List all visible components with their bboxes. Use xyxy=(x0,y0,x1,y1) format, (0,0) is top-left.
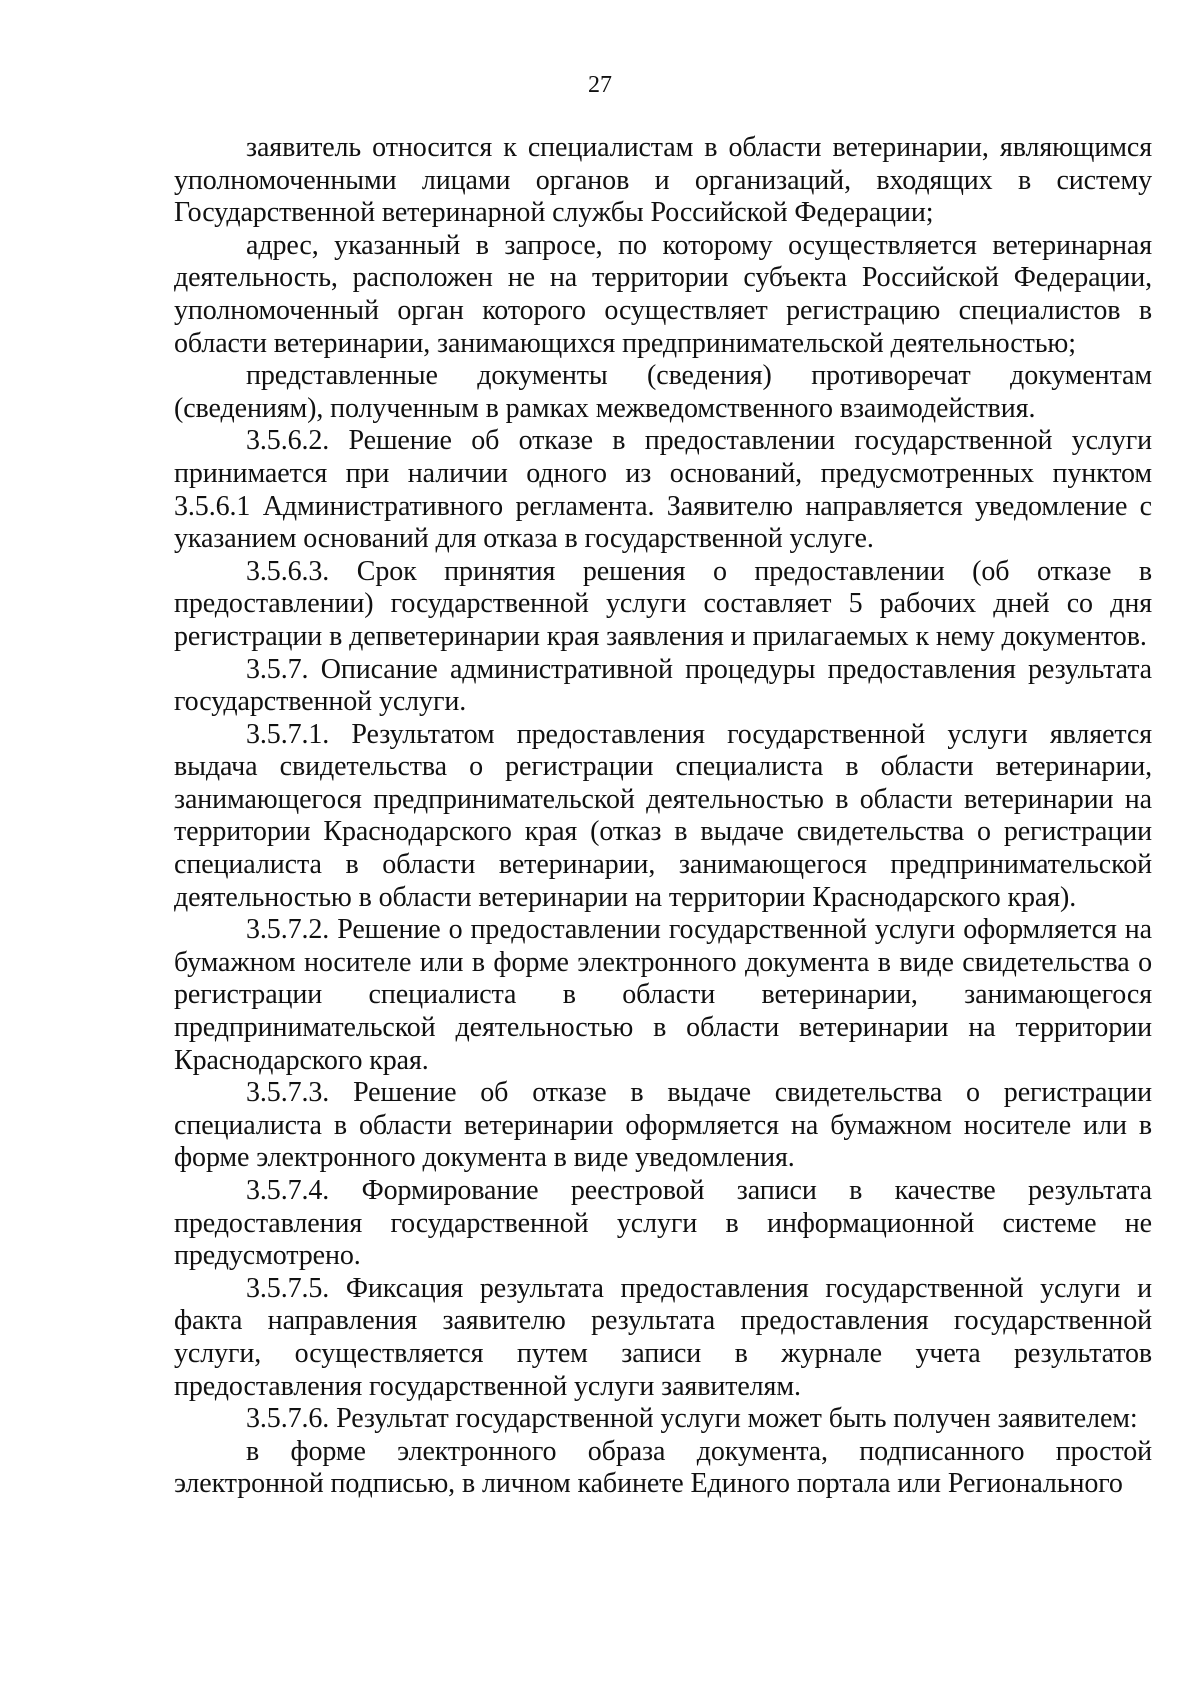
paragraph-3-5-7-3: 3.5.7.3. Решение об отказе в выдаче свидетельства о регистрации специалиста в области ветеринарии оформляется на бумажном носителе или в форме электронного документа в виде уведомления. xyxy=(174,1077,1152,1174)
document-body xyxy=(174,132,1152,1501)
paragraph-applicant-is-vet-specialist: заявитель относится к специалистам в области ветеринарии, являющимся уполномоченными лицами органов и организаций, входящих в систему Государственной ветеринарной службы Российской Федерации; xyxy=(174,132,1152,229)
paragraph-3-5-6-2: 3.5.6.2. Решение об отказе в предоставлении государственной услуги принимается при наличии одного из оснований, предусмотренных пунктом 3.5.6.1 Административного регламента. Заявителю направляется уведомление с указанием оснований для отказа в государственной услуге. xyxy=(174,425,1152,555)
paragraph-3-5-7-4: 3.5.7.4. Формирование реестровой записи в качестве результата предоставления государственной услуги в информационной системе не предусмотрено. xyxy=(174,1175,1152,1272)
paragraph-contradicting-documents: представленные документы (сведения) противоречат документам (сведениям), полученным в рамках межведомственного взаимодействия. xyxy=(174,360,1152,424)
paragraph-address-outside-region: адрес, указанный в запросе, по которому осуществляется ветеринарная деятельность, расположен не на территории субъекта Российской Федерации, уполномоченный орган которого осуществляет регистрацию специалистов в области ветеринарии, занимающихся предпринимательской деятельностью; xyxy=(174,229,1152,359)
paragraph-electronic-form: в форме электронного образа документа, подписанного простой электронной подписью, в личном кабинете Единого портала или Регионального xyxy=(174,1435,1152,1500)
paragraph-3-5-6-3: 3.5.6.3. Срок принятия решения о предоставлении (об отказе в предоставлении) государственной услуги составляет 5 рабочих дней со дня регистрации в депветеринарии края заявления и прилагаемых к нему документов. xyxy=(174,555,1152,652)
paragraph-3-5-7-2: 3.5.7.2. Решение о предоставлении государственной услуги оформляется на бумажном носителе или в форме электронного документа в виде свидетельства о регистрации специалиста в области ветеринарии, занимающегося предпринимательской деятельностью в области ветеринарии на территории Краснодарского края. xyxy=(174,914,1152,1076)
page-number: 27 xyxy=(588,72,612,98)
paragraph-3-5-7-1: 3.5.7.1. Результатом предоставления государственной услуги является выдача свидетельства о регистрации специалиста в области ветеринарии, занимающегося предпринимательской деятельностью в области ветеринарии на территории Краснодарского края (отказ в выдаче свидетельства о регистрации специалиста в области ветеринарии, занимающегося предпринимательской деятельностью в области ветеринарии на территории Краснодарского края). xyxy=(174,718,1152,913)
paragraph-3-5-7-5: 3.5.7.5. Фиксация результата предоставления государственной услуги и факта направления заявителю результата предоставления государственной услуги, осуществляется путем записи в журнале учета результатов предоставления государственной услуги заявителям. xyxy=(174,1272,1152,1402)
paragraph-3-5-7-6: 3.5.7.6. Результат государственной услуги может быть получен заявителем: xyxy=(246,1403,1138,1435)
paragraph-3-5-7: 3.5.7. Описание административной процедуры предоставления результата государственной услуги. xyxy=(174,653,1152,718)
